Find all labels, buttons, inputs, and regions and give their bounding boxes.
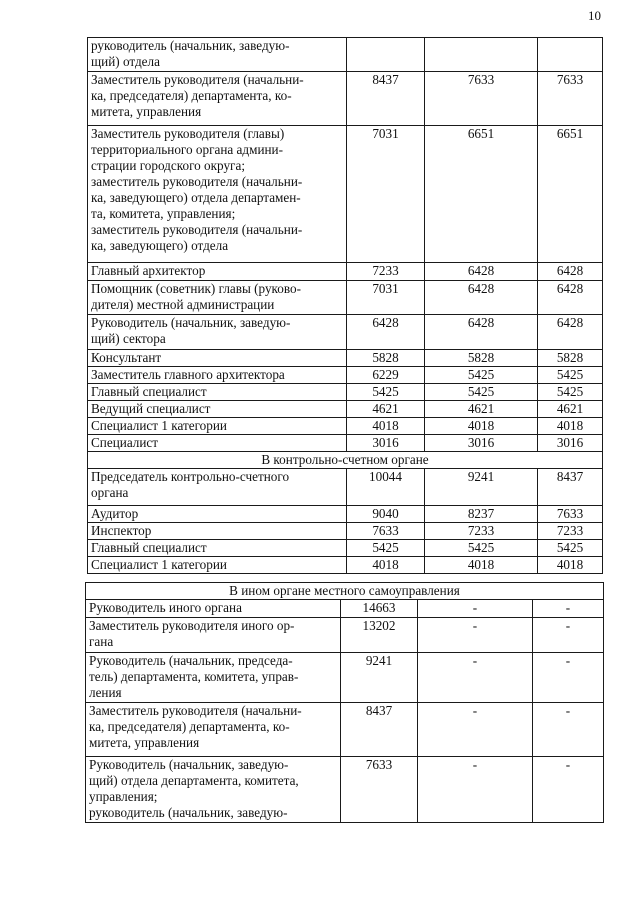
position-cell: Руководитель (начальник, заведую- щий) сектора — [88, 315, 347, 350]
table-row — [86, 757, 604, 823]
position-cell: Главный архитектор — [88, 263, 347, 281]
value-cell: 7031 — [347, 281, 425, 315]
position-cell: Ведущий специалист — [88, 401, 347, 418]
value-cell: 6428 — [538, 281, 603, 315]
value-cell: 10044 — [347, 469, 425, 506]
table-row — [88, 367, 603, 384]
position-cell: Главный специалист — [88, 384, 347, 401]
table-row — [88, 38, 603, 72]
section-header-other-body: В ином органе местного самоуправления — [86, 583, 604, 600]
salary-table-top — [87, 37, 603, 574]
position-cell: Заместитель руководителя (главы) территориального органа админи- страции городского округа; заместитель руководителя (начальни- ка, заведующего) отдела департамен- та, комитета, управления; заместитель руководителя (начальни- ка, заведующего) отдела — [88, 126, 347, 263]
table-row — [88, 350, 603, 367]
value-cell: 6428 — [538, 263, 603, 281]
value-cell: 7233 — [538, 523, 603, 540]
value-cell: 7633 — [538, 72, 603, 126]
table-row — [88, 435, 603, 452]
position-cell: Специалист 1 категории — [88, 557, 347, 574]
value-cell: 5425 — [425, 540, 538, 557]
table-row — [88, 469, 603, 506]
value-cell: 13202 — [341, 618, 418, 653]
table-row — [88, 72, 603, 126]
table-row — [88, 540, 603, 557]
value-cell: 5425 — [538, 384, 603, 401]
table-row — [86, 653, 604, 703]
value-cell: 6651 — [538, 126, 603, 263]
value-cell: 6428 — [425, 263, 538, 281]
value-cell: 8437 — [341, 703, 418, 757]
value-cell: - — [418, 653, 533, 703]
section-header-audit: В контрольно-счетном органе — [88, 452, 603, 469]
value-cell: 9241 — [341, 653, 418, 703]
value-cell: 4018 — [347, 418, 425, 435]
value-cell: 6428 — [538, 315, 603, 350]
value-cell — [425, 38, 538, 72]
value-cell: 6428 — [425, 315, 538, 350]
value-cell: 8437 — [347, 72, 425, 126]
value-cell: 3016 — [425, 435, 538, 452]
value-cell: 6428 — [425, 281, 538, 315]
position-cell: Инспектор — [88, 523, 347, 540]
page-number: 10 — [588, 8, 601, 23]
value-cell: 6428 — [347, 315, 425, 350]
position-cell: Председатель контрольно-счетного органа — [88, 469, 347, 506]
value-cell: 5425 — [347, 540, 425, 557]
value-cell: 14663 — [341, 600, 418, 618]
value-cell: - — [533, 703, 604, 757]
position-cell: Заместитель руководителя (начальни- ка, председателя) департамента, ко- митета, управления — [86, 703, 341, 757]
value-cell: - — [418, 703, 533, 757]
value-cell: - — [418, 618, 533, 653]
section-header-row — [86, 583, 604, 600]
position-cell: Заместитель главного архитектора — [88, 367, 347, 384]
value-cell: 7233 — [347, 263, 425, 281]
table-row — [88, 506, 603, 523]
value-cell: 5425 — [425, 384, 538, 401]
table-row — [88, 263, 603, 281]
value-cell: - — [533, 653, 604, 703]
value-cell: 5828 — [538, 350, 603, 367]
value-cell: 4018 — [425, 557, 538, 574]
position-cell: Руководитель (начальник, заведую- щий) отдела департамента, комитета, управления; руководитель (начальник, заведую- — [86, 757, 341, 823]
position-cell: Специалист 1 категории — [88, 418, 347, 435]
table-row — [86, 600, 604, 618]
value-cell: 4621 — [538, 401, 603, 418]
value-cell: 4018 — [538, 418, 603, 435]
value-cell: 4018 — [538, 557, 603, 574]
position-cell: Заместитель руководителя иного ор- гана — [86, 618, 341, 653]
table-row — [88, 557, 603, 574]
value-cell: 5425 — [538, 540, 603, 557]
value-cell — [538, 38, 603, 72]
value-cell: 8237 — [425, 506, 538, 523]
table-row — [88, 315, 603, 350]
table-row — [88, 126, 603, 263]
value-cell: 3016 — [538, 435, 603, 452]
position-cell: Руководитель иного органа — [86, 600, 341, 618]
position-cell: Помощник (советник) главы (руково- дителя) местной администрации — [88, 281, 347, 315]
value-cell: 6229 — [347, 367, 425, 384]
value-cell: - — [533, 600, 604, 618]
value-cell: 5828 — [347, 350, 425, 367]
section-header-row — [88, 452, 603, 469]
value-cell: 5425 — [538, 367, 603, 384]
value-cell: - — [418, 757, 533, 823]
value-cell: - — [418, 600, 533, 618]
value-cell: 4018 — [425, 418, 538, 435]
value-cell: 5425 — [347, 384, 425, 401]
position-cell: Специалист — [88, 435, 347, 452]
value-cell: 7633 — [341, 757, 418, 823]
position-cell: Консультант — [88, 350, 347, 367]
table-row — [88, 384, 603, 401]
position-cell: руководитель (начальник, заведую- щий) отдела — [88, 38, 347, 72]
position-cell: Заместитель руководителя (начальни- ка, председателя) департамента, ко- митета, управления — [88, 72, 347, 126]
value-cell: 7633 — [538, 506, 603, 523]
value-cell: - — [533, 618, 604, 653]
value-cell: 4621 — [347, 401, 425, 418]
position-cell: Аудитор — [88, 506, 347, 523]
position-cell: Руководитель (начальник, председа- тель) департамента, комитета, управ- ления — [86, 653, 341, 703]
value-cell: 5828 — [425, 350, 538, 367]
value-cell: - — [533, 757, 604, 823]
value-cell: 3016 — [347, 435, 425, 452]
value-cell: 9241 — [425, 469, 538, 506]
table-row — [88, 281, 603, 315]
value-cell — [347, 38, 425, 72]
value-cell: 7031 — [347, 126, 425, 263]
value-cell: 6651 — [425, 126, 538, 263]
value-cell: 5425 — [425, 367, 538, 384]
table-row — [88, 401, 603, 418]
table-row — [88, 418, 603, 435]
position-cell: Главный специалист — [88, 540, 347, 557]
value-cell: 7633 — [347, 523, 425, 540]
table-row — [86, 703, 604, 757]
table-row — [88, 523, 603, 540]
value-cell: 9040 — [347, 506, 425, 523]
value-cell: 4018 — [347, 557, 425, 574]
salary-table-bottom — [85, 582, 604, 823]
value-cell: 4621 — [425, 401, 538, 418]
value-cell: 7633 — [425, 72, 538, 126]
value-cell: 8437 — [538, 469, 603, 506]
table-row — [86, 618, 604, 653]
value-cell: 7233 — [425, 523, 538, 540]
